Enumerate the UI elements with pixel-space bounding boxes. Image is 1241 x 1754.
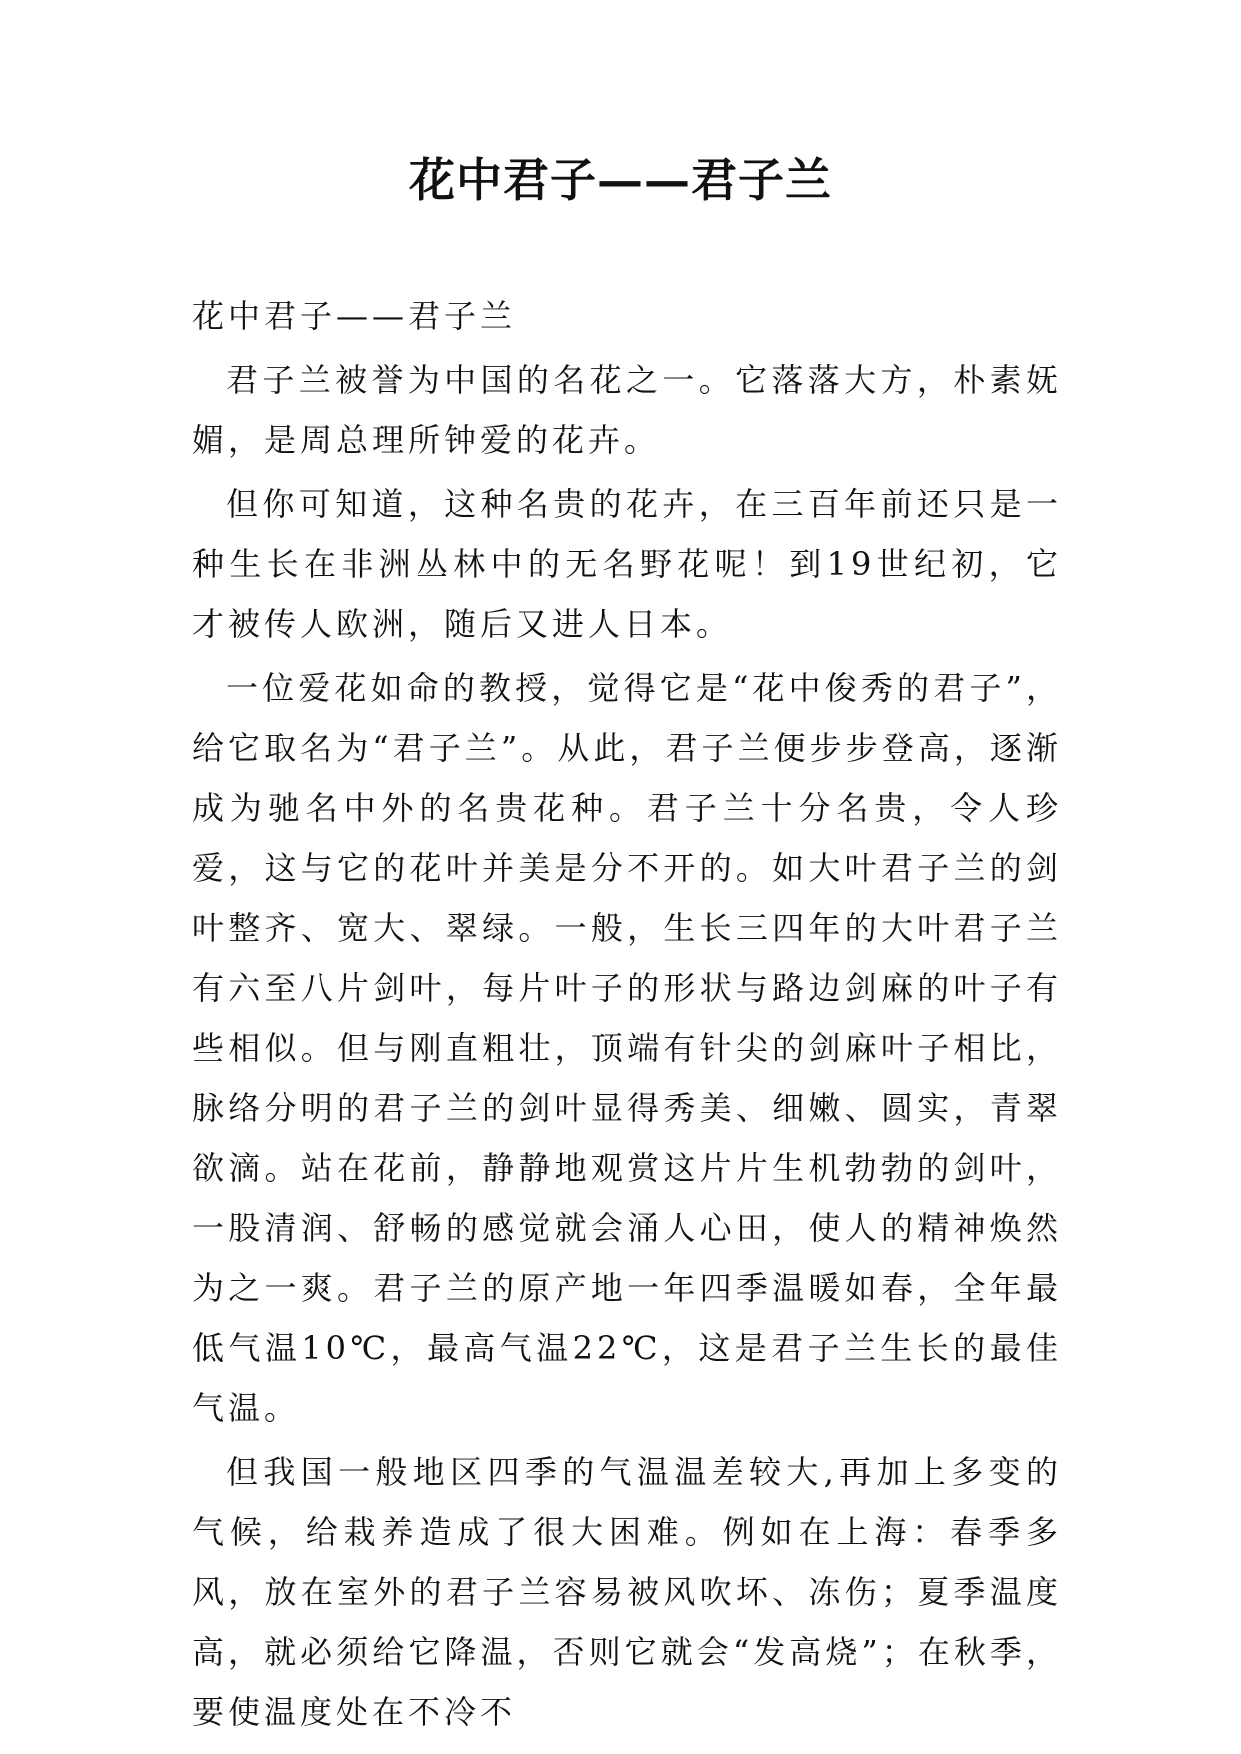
paragraph-2: 但你可知道，这种名贵的花卉，在三百年前还只是一种生长在非洲丛林中的无名野花呢！到19世纪初，它才被传人欧洲，随后又进人日本。: [192, 485, 1062, 643]
paragraph-3: 一位爱花如命的教授，觉得它是“花中俊秀的君子”，给它取名为“君子兰”。从此，君子兰便步步登高，逐渐成为驰名中外的名贵花种。君子兰十分名贵，令人珍爱，这与它的花叶并美是分不开的。如大叶君子兰的剑叶整齐、宽大、翠绿。一般，生长三四年的大叶君子兰有六至八片剑叶，每片叶子的形状与路边剑麻的叶子有些相似。但与刚直粗壮，顶端有针尖的剑麻叶子相比，脉络分明的君子兰的剑叶显得秀美、细嫩、圆实，青翠欲滴。站在花前，静静地观赏这片片生机勃勃的剑叶，一股清润、舒畅的感觉就会涌人心田，使人的精神焕然为之一爽。君子兰的原产地一年四季温暖如春，全年最低气温10℃，最高气温22℃，这是君子兰生长的最佳气温。: [192, 669, 1062, 1427]
paragraph-1: 君子兰被誉为中国的名花之一。它落落大方，朴素妩媚，是周总理所钟爱的花卉。: [192, 361, 1062, 459]
document-subtitle: 花中君子——君子兰: [192, 297, 517, 335]
document-body: [192, 286, 1062, 1746]
paragraph-4: 但我国一般地区四季的气温温差较大,再加上多变的气候，给栽养造成了很大困难。例如在上海：春季多风，放在室外的君子兰容易被风吹坏、冻伤；夏季温度高，就必须给它降温，否则它就会“发高烧”；在秋季，要使温度处在不冷不: [192, 1453, 1062, 1731]
page-title: 花中君子——君子兰: [409, 153, 832, 207]
